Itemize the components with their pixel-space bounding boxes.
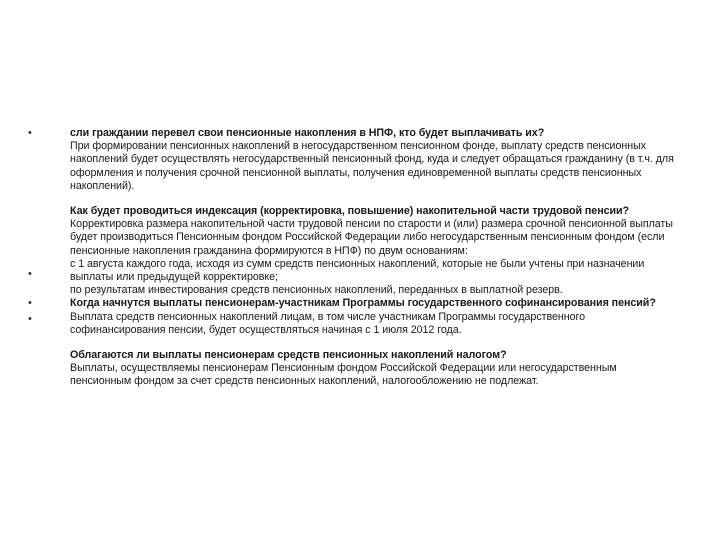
question-indexation: Как будет проводиться индексация (корректировка, повышение) накопительной части трудовой пенсии? — [70, 205, 630, 218]
bullet-3: • — [28, 297, 32, 309]
slide-text — [70, 127, 678, 389]
question-taxation: Облагаются ли выплаты пенсионерам средств пенсионных накоплений налогом? — [70, 349, 507, 362]
answer-cofinancing: Выплата средств пенсионных накоплений лицам, в том числе участникам Программы государственного софинансирования пенсии, будет осуществляться начиная с 1 июля 2012 года. — [70, 310, 585, 336]
question-npf-payments: сли граждании перевел свои пенсионные накопления в НПФ, кто будет выплачивать их? — [70, 127, 545, 139]
answer-taxation: Выплаты, осуществляемы пенсионерам Пенсионным фондом Российской Федерации или негосударственным пенсионным фондом за счет средств пенсионных накоплений, налогообложению не подлежат. — [70, 362, 617, 388]
answer-npf-payments: При формировании пенсионных накоплений в негосударственном пенсионном фонде, выплату средств пенсионных накоплений будет осуществлять негосударственный пенсионный фонд, куда и следует обращаться гражданину (в т.ч. для оформления и получения срочной пенсионной выплаты, получения единовременной выплаты средств пенсионных накоплений). — [70, 140, 674, 192]
bullet-4: • — [28, 313, 32, 325]
indexation-reason-2: по результатам инвестирования средств пенсионных накоплений, переданных в выплатной резерв. — [70, 284, 563, 297]
question-cofinancing: Когда начнутся выплаты пенсионерам-участникам Программы государственного софинансирования пенсий? — [70, 297, 656, 310]
bullet-1: • — [28, 127, 32, 139]
indexation-reason-1: с 1 августа каждого года, исходя из сумм средств пенсионных накоплений, которые не были учтены при назначении выплаты или предыдущей корректировке; — [70, 257, 645, 284]
bullet-2: • — [28, 268, 32, 280]
spacer — [70, 337, 678, 349]
answer-indexation: Корректировка размера накопительной части трудовой пенсии по старости и (или) размера срочной пенсионной выплаты будет производиться Пенсионным фондом Российской Федерации либо негосударственным пенсионным фондом (если пенсионные накопления гражданина формируются в НПФ) по двум основаниям: — [70, 218, 673, 257]
spacer — [70, 193, 678, 205]
